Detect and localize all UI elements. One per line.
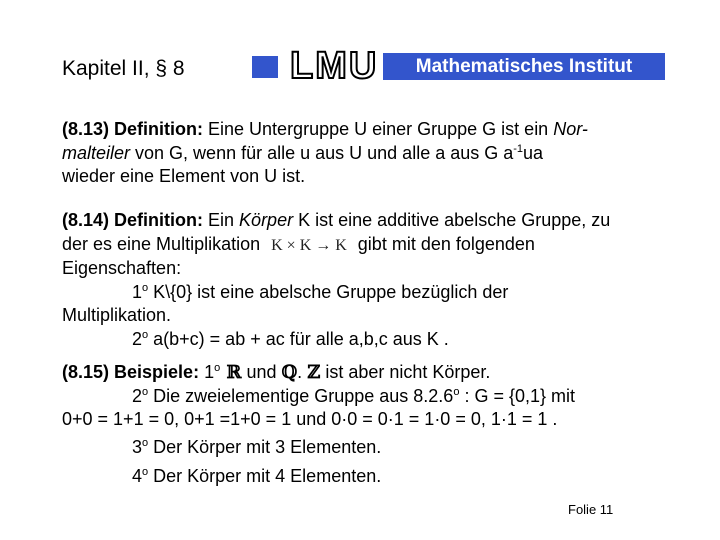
multiplication-formula: K × K → K (271, 236, 347, 254)
lmu-logo: LMU (290, 45, 379, 87)
item2-text: a(b+c) = ab + ac für alle a,b,c aus K . (148, 328, 449, 349)
institute-banner: Mathematisches Institut (383, 53, 665, 80)
def14-text1: Ein (203, 210, 240, 230)
def14-text4: gibt mit den folgenden (352, 233, 535, 254)
integers-symbol: ℤ (307, 362, 321, 383)
ex15-sup3: o (142, 436, 149, 449)
def14-item1 (62, 281, 682, 305)
ex15-sup4: o (142, 466, 149, 478)
ex15-num3: 3 (132, 436, 143, 457)
item1-number: 1 (132, 281, 143, 302)
ex15-dot: . (297, 362, 308, 382)
ex15-text2a: Die zweielementige Gruppe aus 8.2.6 (148, 385, 454, 406)
ex15-item2 (62, 385, 682, 409)
ex15-text1: ist aber nicht Körper. (320, 362, 491, 382)
item2-sup: o (142, 328, 149, 341)
slide-number: Folie 11 (568, 502, 614, 517)
def14-item2 (62, 328, 682, 352)
chapter-title: Kapitel II, § 8 (62, 57, 185, 80)
def13-label: (8.13) Definition: (62, 119, 204, 139)
ex15-num4: 4 (132, 466, 143, 486)
def13-italic2: malteiler (62, 142, 131, 163)
definition-8-13 (62, 118, 682, 189)
logo-square (252, 56, 278, 78)
ex15-text2b: : G = {0,1} mit (459, 385, 576, 406)
ex15-line1 (62, 361, 682, 385)
ex15-sup2: o (142, 385, 149, 398)
ex15-text3: Der Körper mit 3 Elementen. (148, 436, 382, 457)
def14-line3: Eigenschaften: (62, 258, 182, 278)
real-numbers-symbol: ℝ (220, 362, 242, 383)
def14-text3: der es eine Multiplikation (62, 233, 266, 254)
def13-line3: wieder eine Element von U ist. (62, 166, 306, 186)
def13-text3: ua (523, 142, 544, 163)
ex15-item4 (62, 465, 682, 489)
ex15-sup2b: o (453, 385, 460, 398)
def14-italic: Körper (239, 210, 294, 230)
examples-8-15 (62, 361, 682, 489)
ex15-label: (8.15) Beispiele: (62, 362, 200, 382)
item1-text: K\{0} ist eine abelsche Gruppe bezüglich der (148, 281, 509, 302)
rational-numbers-symbol: ℚ (281, 362, 298, 383)
ex15-item3 (62, 436, 682, 460)
def13-line1 (62, 118, 682, 142)
definition-8-14 (62, 209, 682, 351)
ex15-num1: 1 (199, 362, 215, 382)
ex15-text4: Der Körper mit 4 Elementen. (148, 466, 382, 486)
item1-sup: o (142, 281, 149, 294)
def13-line2 (62, 142, 682, 166)
def14-line2 (62, 233, 682, 258)
def13-italic1: Nor- (553, 119, 588, 139)
def14-line1 (62, 209, 682, 233)
ex15-line3: 0+0 = 1+1 = 0, 0+1 =1+0 = 1 und 0·0 = 0·1 = 1·0 = 0, 1·1 = 1 . (62, 409, 558, 429)
def14-line5: Multiplikation. (62, 305, 172, 325)
def13-sup: -1 (513, 142, 524, 155)
ex15-sup1: o (214, 362, 221, 374)
def14-text2: K ist eine additive abelsche Gruppe, zu (293, 210, 611, 230)
def13-text2: von G, wenn für alle u aus U und alle a aus G a (130, 142, 514, 163)
def13-text1: Eine Untergruppe U einer Gruppe G ist ein (203, 119, 554, 139)
ex15-und: und (241, 362, 282, 382)
def14-label: (8.14) Definition: (62, 210, 204, 230)
item2-number: 2 (132, 328, 143, 349)
ex15-num2: 2 (132, 385, 143, 406)
